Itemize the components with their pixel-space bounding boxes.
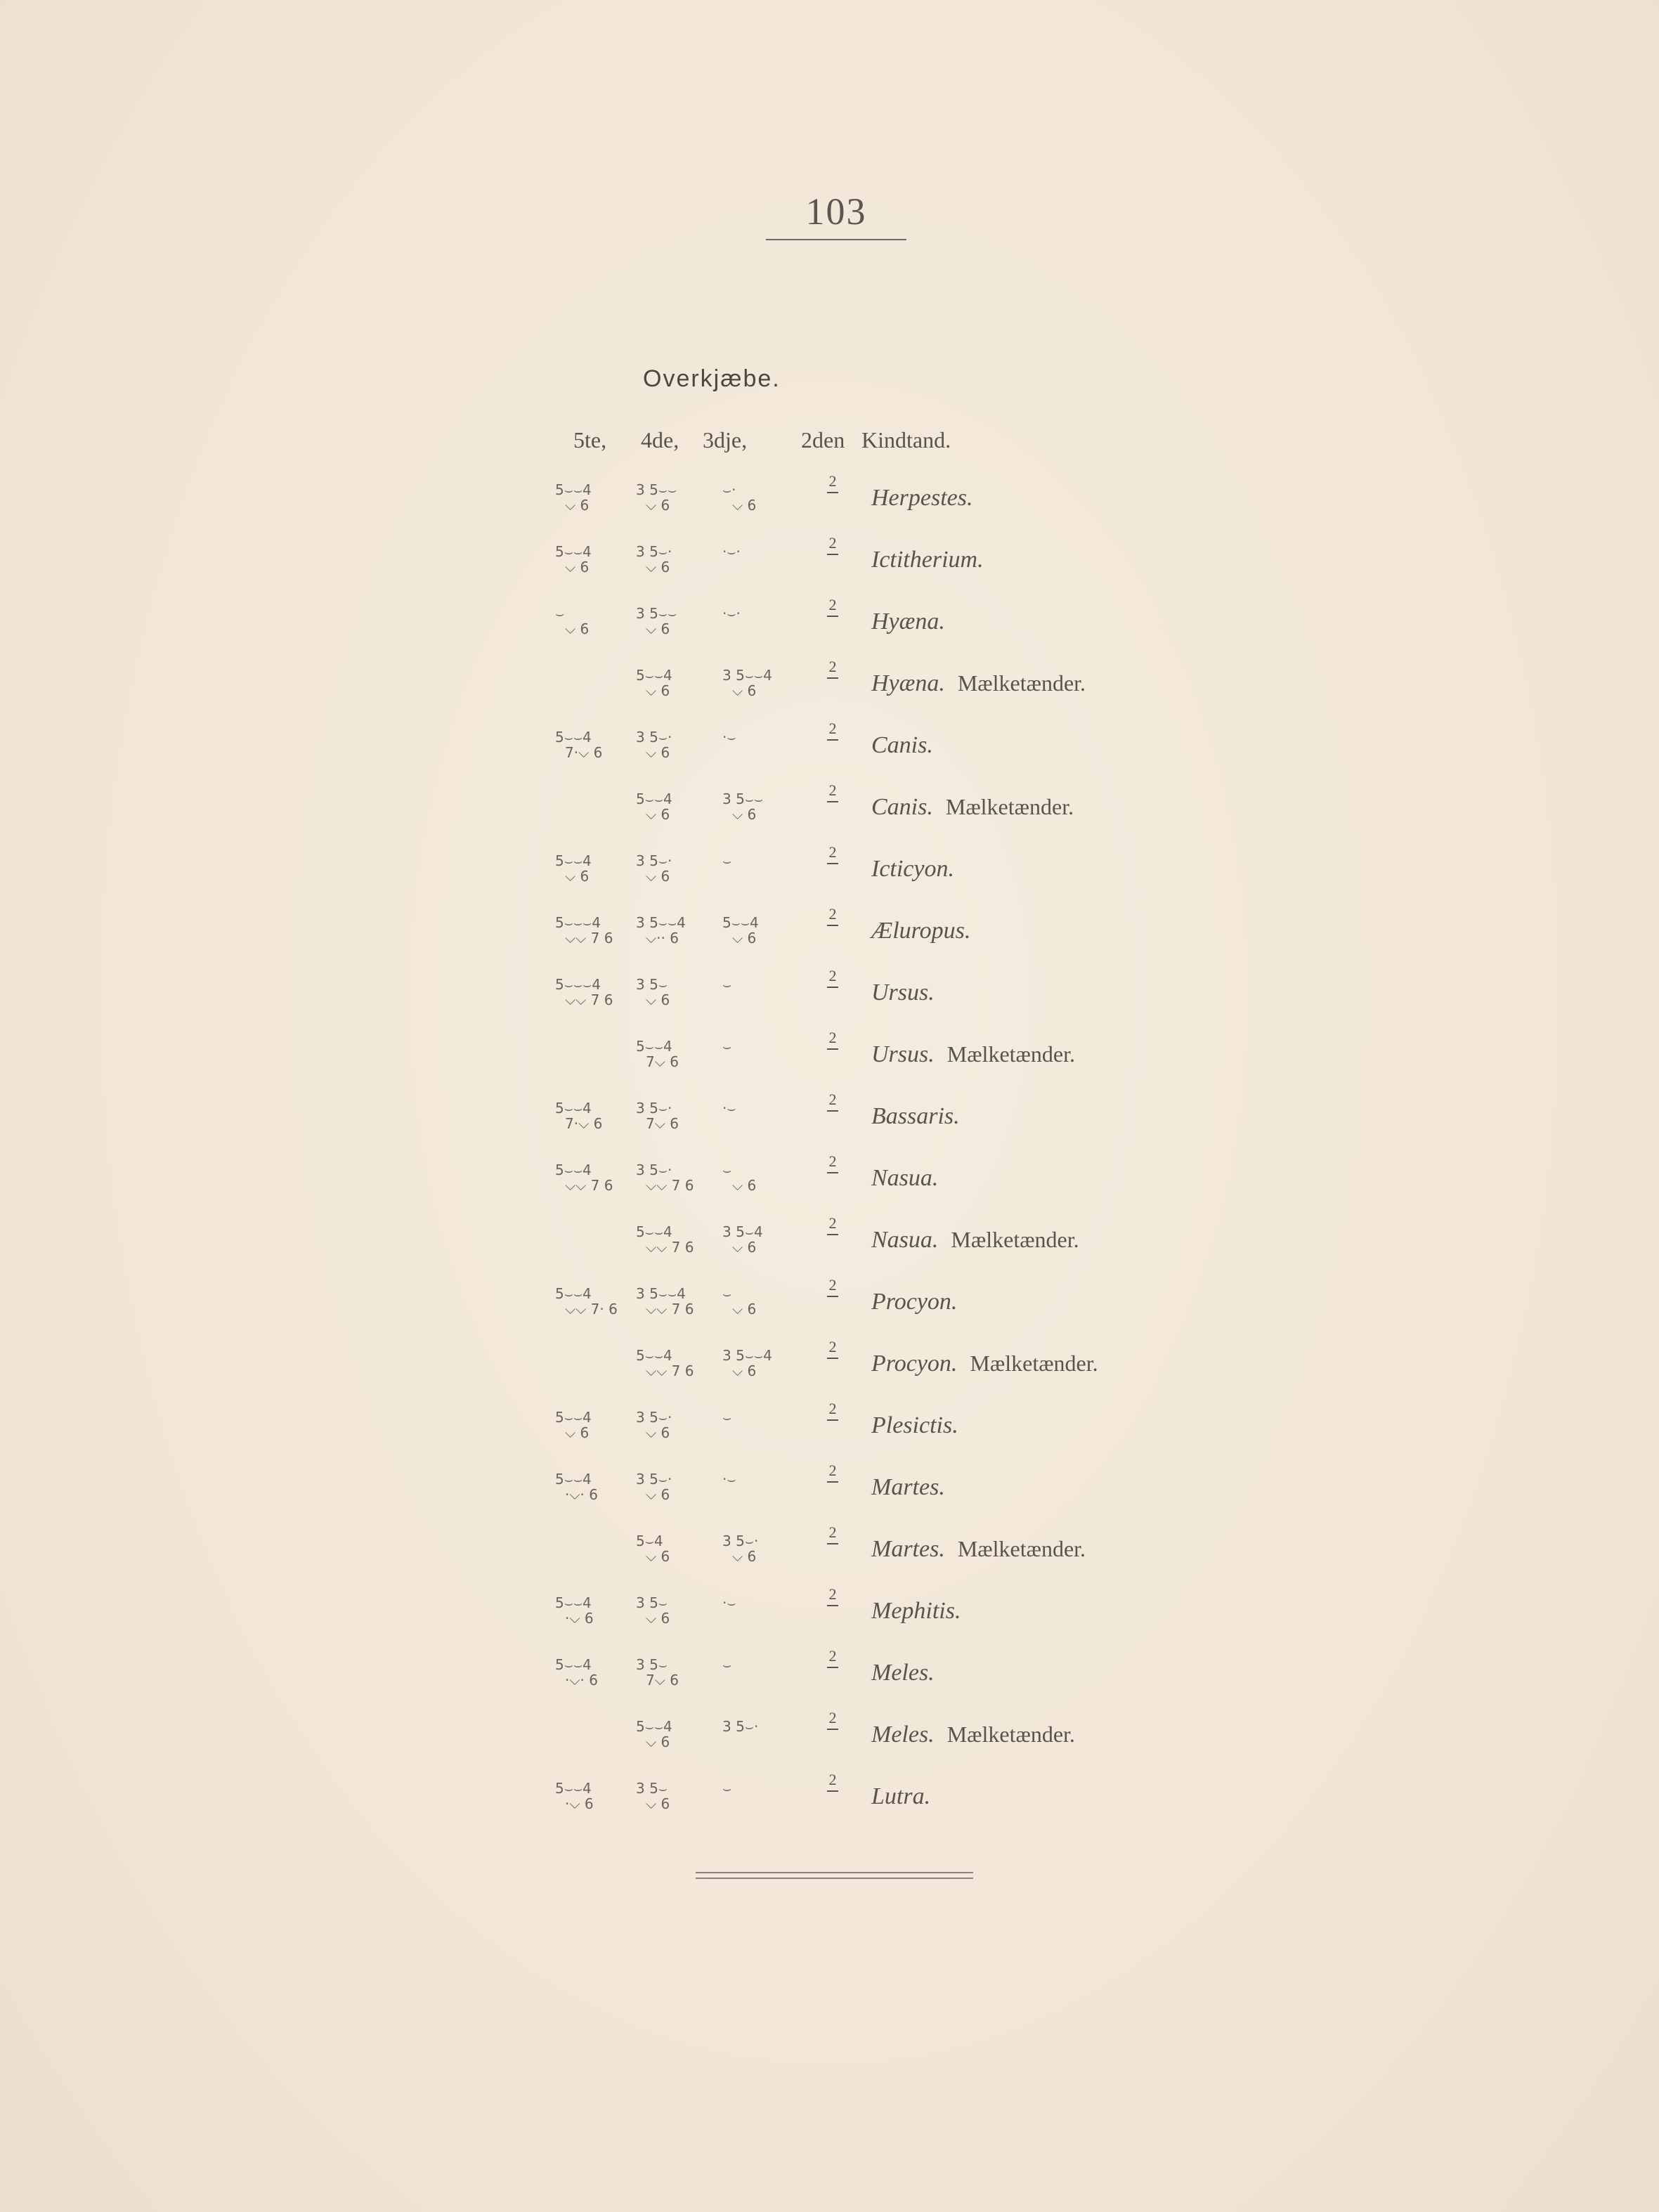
formula-2den (822, 596, 843, 617)
milk-teeth-note: Mælketænder. (970, 1351, 1098, 1376)
formula-4de (636, 668, 672, 698)
species-name (871, 1041, 1075, 1068)
formula-2den (822, 1152, 843, 1173)
formula-4de-lower: ⌵ 6 (646, 806, 670, 823)
formula-2den-bar (827, 1729, 838, 1730)
formula-3dje (722, 1100, 736, 1116)
formula-3dje-upper: ·⌣ (722, 1594, 736, 1611)
formula-5te-lower: ⌵ 6 (565, 497, 590, 514)
formula-5te-upper: 5⌣⌣4 (555, 1594, 592, 1611)
formula-3dje-lower: ⌵ 6 (732, 806, 757, 823)
formula-4de-lower: ⌵ 6 (646, 1795, 670, 1812)
column-header-kindtand: Kindtand. (861, 427, 951, 453)
column-header-2den: 2den (801, 427, 845, 453)
formula-2den-value: 2 (828, 596, 837, 613)
formula-2den-value: 2 (828, 967, 837, 984)
formula-4de (636, 1286, 694, 1317)
formula-5te (555, 1162, 613, 1193)
formula-5te (555, 1100, 602, 1131)
formula-2den-bar (827, 1481, 838, 1483)
formula-2den-value: 2 (828, 1029, 837, 1046)
formula-2den-value: 2 (828, 1709, 837, 1726)
formula-3dje (722, 915, 759, 946)
formula-3dje (722, 544, 741, 559)
formula-2den (822, 781, 843, 802)
formula-5te-upper: 5⌣⌣⌣4 (555, 976, 601, 993)
species-name (871, 670, 1086, 697)
formula-2den-value: 2 (828, 472, 837, 490)
formula-2den (822, 1585, 843, 1606)
table-heading: Overkjæbe. (643, 365, 781, 392)
formula-5te (555, 915, 613, 946)
formula-2den-bar (827, 1667, 838, 1668)
column-header-4de: 4de, (641, 427, 679, 453)
formula-5te (555, 1410, 592, 1440)
formula-2den-bar (827, 1358, 838, 1359)
species-name (871, 609, 945, 635)
formula-5te-upper: 5⌣⌣4 (555, 543, 592, 560)
formula-2den-value: 2 (828, 1152, 837, 1170)
formula-3dje (722, 606, 741, 621)
formula-4de-lower: 7⌵ 6 (646, 1672, 679, 1689)
formula-2den (822, 905, 843, 926)
formula-4de (636, 1533, 670, 1564)
formula-5te-upper: 5⌣⌣4 (555, 1780, 592, 1797)
species-label: Ursus. (871, 980, 935, 1006)
species-name (871, 1351, 1098, 1377)
formula-4de-upper: 3 5⌣⌣ (636, 481, 677, 498)
formula-5te-lower: ·⌵· 6 (565, 1486, 598, 1503)
formula-3dje-upper: ·⌣ (722, 1471, 736, 1488)
species-name (871, 980, 935, 1006)
formula-2den (822, 1029, 843, 1050)
formula-2den (822, 722, 843, 741)
formula-3dje-upper: ⌣· (722, 481, 736, 498)
formula-2den-value: 2 (828, 1276, 837, 1294)
species-label: Meles. (871, 1660, 935, 1686)
formula-2den-bar (827, 925, 838, 926)
formula-4de-upper: 5⌣⌣4 (636, 791, 672, 807)
species-name (871, 1536, 1086, 1563)
species-name (871, 1783, 930, 1810)
formula-2den (822, 1523, 843, 1544)
formula-3dje-upper: 3 5⌣⌣4 (722, 667, 772, 684)
formula-4de-lower: ⌵⌵ 7 6 (646, 1239, 694, 1256)
formula-4de-upper: 3 5⌣⌣4 (636, 1285, 686, 1302)
species-label: Hyæna. (871, 609, 945, 635)
formula-5te-upper: 5⌣⌣4 (555, 1100, 592, 1117)
species-label: Canis. (871, 794, 933, 820)
formula-3dje-upper: ·⌣ (722, 1100, 736, 1117)
formula-3dje-upper: 3 5⌣⌣4 (722, 1347, 772, 1364)
formula-3dje (722, 1410, 732, 1425)
species-label: Nasua. (871, 1165, 939, 1191)
formula-3dje (722, 1533, 758, 1564)
formula-2den-bar (827, 1543, 838, 1544)
formula-4de-upper: 3 5⌣· (636, 1162, 672, 1178)
formula-5te-lower: ·⌵ 6 (565, 1610, 594, 1627)
formula-5te (555, 606, 589, 637)
formula-2den (822, 967, 843, 988)
formula-4de (636, 1348, 694, 1379)
formula-5te (555, 1657, 598, 1688)
species-label: Procyon. (871, 1289, 958, 1315)
formula-5te-upper: 5⌣⌣4 (555, 1162, 592, 1178)
formula-4de (636, 544, 672, 575)
formula-2den-value: 2 (828, 1771, 837, 1788)
formula-5te-upper: 5⌣⌣4 (555, 852, 592, 869)
formula-3dje-lower: ⌵ 6 (732, 1548, 757, 1565)
formula-2den (822, 658, 843, 679)
formula-3dje-upper: ⌣ (722, 1162, 732, 1178)
formula-5te-lower: ·⌵· 6 (565, 1672, 598, 1689)
formula-4de-lower: ⌵⌵ 7 6 (646, 1177, 694, 1194)
species-label: Ursus. (871, 1041, 935, 1067)
table-row (0, 1771, 1659, 1845)
page-number: 103 (805, 190, 867, 233)
milk-teeth-note: Mælketænder. (946, 1722, 1075, 1747)
milk-teeth-note: Mælketænder. (957, 1536, 1086, 1561)
species-label: Ictitherium. (871, 547, 984, 573)
formula-4de-upper: 3 5⌣· (636, 852, 672, 869)
species-name (871, 1722, 1075, 1748)
formula-4de-upper: 3 5⌣· (636, 543, 672, 560)
formula-4de (636, 1410, 672, 1440)
species-name (871, 1660, 935, 1686)
formula-2den-bar (827, 1234, 838, 1235)
formula-2den (822, 472, 843, 493)
species-name (871, 1289, 957, 1315)
formula-3dje (722, 729, 736, 745)
species-label: Lutra. (871, 1783, 931, 1809)
formula-3dje-upper: 3 5⌣⌣ (722, 791, 764, 807)
formula-3dje (722, 1719, 758, 1734)
formula-4de-upper: 3 5⌣· (636, 1471, 672, 1488)
formula-2den-bar (827, 1790, 838, 1792)
formula-4de (636, 977, 670, 1008)
formula-5te-lower: ⌵⌵ 7 6 (565, 930, 613, 946)
species-label: Procyon. (871, 1351, 958, 1377)
species-name (871, 485, 972, 512)
formula-3dje-upper: 5⌣⌣4 (722, 914, 759, 931)
formula-3dje-upper: ⌣ (722, 1038, 732, 1055)
formula-5te-upper: 5⌣⌣4 (555, 729, 592, 746)
formula-2den-value: 2 (828, 1647, 837, 1665)
formula-3dje (722, 1162, 756, 1193)
species-name (871, 1474, 945, 1501)
formula-2den-value: 2 (828, 781, 837, 799)
formula-5te-lower: 7·⌵ 6 (565, 744, 603, 761)
formula-2den-value: 2 (828, 1400, 837, 1417)
formula-4de-lower: 7⌵ 6 (646, 1115, 679, 1132)
formula-4de-lower: ⌵ 6 (646, 1610, 670, 1627)
formula-2den (822, 1709, 843, 1730)
formula-5te (555, 1286, 618, 1317)
formula-5te-upper: 5⌣⌣4 (555, 1409, 592, 1426)
formula-3dje-upper: ·⌣ (722, 729, 736, 746)
formula-4de-upper: 5⌣⌣4 (636, 1718, 672, 1735)
species-label: Martes. (871, 1536, 945, 1562)
formula-2den (822, 843, 843, 864)
formula-2den-value: 2 (828, 720, 837, 737)
formula-5te (555, 482, 592, 513)
formula-2den-value: 2 (828, 1091, 837, 1108)
formula-5te-upper: 5⌣⌣4 (555, 1285, 592, 1302)
formula-5te-upper: ⌣ (555, 605, 565, 622)
formula-2den-bar (827, 616, 838, 617)
formula-2den-bar (827, 492, 838, 493)
formula-2den-value: 2 (828, 1338, 837, 1355)
species-label: Mephitis. (871, 1598, 961, 1624)
formula-4de-lower: ⌵ 6 (646, 1548, 670, 1565)
formula-3dje (722, 482, 756, 513)
formula-4de-upper: 3 5⌣⌣ (636, 605, 677, 622)
formula-4de (636, 1595, 670, 1626)
formula-5te-upper: 5⌣⌣4 (555, 481, 592, 498)
formula-5te (555, 1595, 594, 1626)
formula-5te-lower: ⌵ 6 (565, 620, 590, 637)
formula-4de-lower: ⌵ 6 (646, 497, 670, 514)
formula-4de (636, 853, 672, 884)
milk-teeth-note: Mælketænder. (957, 670, 1086, 696)
formula-4de-upper: 3 5⌣ (636, 1656, 668, 1673)
formula-5te-lower: ⌵ 6 (565, 868, 590, 885)
formula-4de (636, 1719, 672, 1750)
formula-3dje-upper: ⌣ (722, 1409, 732, 1426)
species-name (871, 1227, 1079, 1254)
formula-4de-upper: 5⌣⌣4 (636, 1038, 672, 1055)
formula-2den-bar (827, 1110, 838, 1112)
formula-4de (636, 1471, 672, 1502)
formula-4de-lower: ⌵ 6 (646, 1424, 670, 1441)
formula-3dje-upper: ⌣ (722, 976, 732, 993)
formula-2den-bar (827, 554, 838, 555)
species-label: Æluropus. (871, 918, 971, 944)
formula-3dje-upper: ⌣ (722, 1780, 732, 1797)
formula-4de-upper: 5⌣⌣4 (636, 667, 672, 684)
formula-2den-bar (827, 1419, 838, 1421)
formula-2den-bar (827, 1605, 838, 1606)
column-header-3dje: 3dje, (703, 427, 748, 453)
formula-3dje (722, 1471, 736, 1487)
formula-4de-upper: 3 5⌣ (636, 976, 668, 993)
end-rule-bottom (696, 1878, 973, 1879)
formula-3dje-upper: ·⌣· (722, 543, 741, 560)
species-name (871, 1103, 960, 1130)
formula-2den-bar (827, 739, 838, 741)
species-name (871, 1165, 938, 1192)
formula-4de-lower: ⌵ 6 (646, 868, 670, 885)
formula-4de-upper: 5⌣⌣4 (636, 1223, 672, 1240)
formula-3dje-lower: ⌵ 6 (732, 1239, 757, 1256)
formula-4de (636, 1224, 694, 1255)
species-label: Martes. (871, 1474, 945, 1500)
species-label: Hyæna. (871, 670, 945, 696)
formula-4de-upper: 3 5⌣ (636, 1594, 668, 1611)
formula-5te-lower: ⌵⌵ 7· 6 (565, 1301, 618, 1318)
formula-3dje (722, 668, 772, 698)
formula-3dje-lower: ⌵ 6 (732, 497, 757, 514)
formula-4de-upper: 3 5⌣· (636, 729, 672, 746)
formula-2den-value: 2 (828, 1462, 837, 1479)
species-name (871, 794, 1074, 821)
formula-4de (636, 915, 686, 946)
formula-3dje (722, 1595, 736, 1611)
formula-3dje-lower: ⌵ 6 (732, 1362, 757, 1379)
formula-4de-lower: ⌵ 6 (646, 559, 670, 575)
milk-teeth-note: Mælketænder. (945, 794, 1074, 819)
species-label: Herpestes. (871, 485, 973, 511)
formula-2den-bar (827, 987, 838, 988)
formula-3dje-upper: ⌣ (722, 1656, 732, 1673)
formula-3dje-lower: ⌵ 6 (732, 1301, 757, 1318)
formula-5te (555, 1471, 598, 1502)
formula-3dje-upper: 3 5⌣4 (722, 1223, 763, 1240)
formula-5te-lower: ⌵ 6 (565, 559, 590, 575)
formula-5te-upper: 5⌣⌣4 (555, 1471, 592, 1488)
formula-2den-value: 2 (828, 843, 837, 861)
formula-3dje-upper: 3 5⌣· (722, 1533, 759, 1549)
formula-4de (636, 482, 677, 513)
formula-5te (555, 1781, 594, 1811)
formula-4de (636, 1162, 694, 1193)
formula-2den (822, 1276, 843, 1297)
formula-4de-upper: 5⌣⌣4 (636, 1347, 672, 1364)
formula-3dje (722, 1657, 732, 1672)
formula-4de-lower: ⌵⌵ 7 6 (646, 1301, 694, 1318)
formula-4de-upper: 3 5⌣⌣4 (636, 914, 686, 931)
formula-4de (636, 1100, 679, 1131)
formula-4de-lower: ⌵ 6 (646, 991, 670, 1008)
formula-2den-value: 2 (828, 905, 837, 923)
formula-2den-value: 2 (828, 1523, 837, 1541)
formula-3dje (722, 977, 732, 992)
formula-2den (822, 1647, 843, 1668)
species-name (871, 856, 954, 883)
formula-5te (555, 853, 592, 884)
column-header-5te: 5te, (573, 427, 607, 453)
formula-4de (636, 1781, 670, 1811)
formula-5te-lower: ·⌵ 6 (565, 1795, 594, 1812)
formula-2den-bar (827, 863, 838, 864)
formula-5te-lower: ⌵⌵ 7 6 (565, 1177, 613, 1194)
formula-5te-lower: 7·⌵ 6 (565, 1115, 603, 1132)
formula-4de-lower: ⌵⌵ 7 6 (646, 1362, 694, 1379)
formula-4de-upper: 3 5⌣· (636, 1409, 672, 1426)
formula-4de (636, 729, 672, 760)
formula-2den-bar (827, 1048, 838, 1050)
formula-2den-value: 2 (828, 1214, 837, 1232)
formula-4de-lower: ⌵ 6 (646, 744, 670, 761)
species-name (871, 732, 933, 759)
formula-2den (822, 1093, 843, 1112)
species-name (871, 1598, 961, 1625)
formula-2den-bar (827, 677, 838, 679)
formula-2den (822, 1338, 843, 1359)
formula-3dje-upper: ⌣ (722, 852, 732, 869)
formula-4de (636, 791, 672, 822)
formula-5te-upper: 5⌣⌣⌣4 (555, 914, 601, 931)
formula-4de-upper: 3 5⌣· (636, 1100, 672, 1117)
species-label: Canis. (871, 732, 933, 758)
formula-2den (822, 1464, 843, 1483)
formula-4de-lower: ⌵ 6 (646, 682, 670, 699)
formula-3dje (722, 1348, 772, 1379)
formula-4de-lower: 7⌵ 6 (646, 1053, 679, 1070)
species-name (871, 1412, 958, 1439)
formula-2den-bar (827, 1296, 838, 1297)
formula-5te-lower: ⌵ 6 (565, 1424, 590, 1441)
formula-3dje (722, 853, 732, 868)
formula-2den (822, 1400, 843, 1421)
formula-5te (555, 977, 613, 1008)
formula-5te (555, 729, 602, 760)
formula-3dje (722, 1286, 756, 1317)
species-label: Bassaris. (871, 1103, 960, 1129)
formula-4de (636, 1657, 679, 1688)
formula-2den-value: 2 (828, 658, 837, 675)
milk-teeth-note: Mælketænder. (946, 1041, 1075, 1067)
formula-3dje-lower: ⌵ 6 (732, 930, 757, 946)
species-label: Meles. (871, 1722, 935, 1748)
end-rule-top (696, 1872, 973, 1873)
formula-2den (822, 1214, 843, 1235)
formula-3dje-lower: ⌵ 6 (732, 1177, 757, 1194)
formula-2den (822, 534, 843, 555)
formula-4de (636, 1039, 679, 1069)
formula-3dje-upper: 3 5⌣· (722, 1718, 759, 1735)
formula-4de-lower: ⌵ 6 (646, 620, 670, 637)
formula-3dje-lower: ⌵ 6 (732, 682, 757, 699)
formula-4de-upper: 5⌣4 (636, 1533, 663, 1549)
species-name (871, 547, 984, 573)
formula-3dje (722, 1781, 732, 1796)
formula-3dje (722, 1039, 732, 1054)
formula-4de (636, 606, 677, 637)
formula-4de-lower: ⌵ 6 (646, 1733, 670, 1750)
formula-2den-bar (827, 1172, 838, 1173)
formula-3dje (722, 791, 763, 822)
formula-4de-upper: 3 5⌣ (636, 1780, 668, 1797)
formula-3dje (722, 1224, 763, 1255)
formula-2den-value: 2 (828, 534, 837, 552)
species-label: Nasua. (871, 1227, 939, 1253)
formula-2den-bar (827, 801, 838, 802)
formula-5te-upper: 5⌣⌣4 (555, 1656, 592, 1673)
formula-3dje-upper: ·⌣· (722, 605, 741, 622)
formula-4de-lower: ⌵ 6 (646, 1486, 670, 1503)
formula-5te (555, 544, 592, 575)
page-number-rule (766, 239, 906, 240)
formula-2den (822, 1771, 843, 1792)
species-label: Plesictis. (871, 1412, 958, 1438)
species-name (871, 918, 970, 944)
formula-3dje-upper: ⌣ (722, 1285, 732, 1302)
milk-teeth-note: Mælketænder. (951, 1227, 1079, 1252)
formula-4de-lower: ⌵·· 6 (646, 930, 679, 946)
formula-2den-value: 2 (828, 1585, 837, 1603)
formula-5te-lower: ⌵⌵ 7 6 (565, 991, 613, 1008)
species-label: Icticyon. (871, 856, 954, 882)
